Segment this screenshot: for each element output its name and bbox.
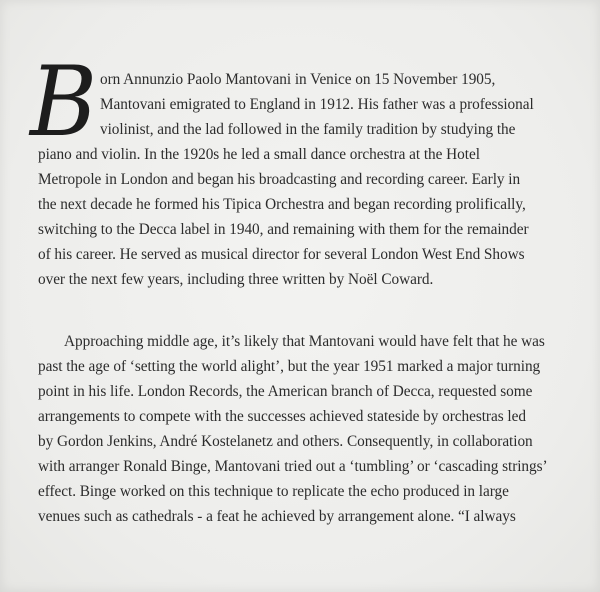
paragraph-1-line: violinist, and the lad followed in the family tradition by studying the [100, 121, 516, 138]
paragraph-1-line: switching to the Decca label in 1940, and remaining with them for the remainder [38, 221, 529, 238]
paragraph-2-line: point in his life. London Records, the American branch of Decca, requested some [38, 383, 533, 400]
paragraph-1-line: orn Annunzio Paolo Mantovani in Venice on 15 November 1905, [100, 71, 496, 88]
paragraph-2-line: venues such as cathedrals - a feat he achieved by arrangement alone. “I always [38, 508, 516, 525]
drop-cap-letter: B [30, 46, 98, 158]
paragraph-1-line: over the next few years, including three written by Noël Coward. [38, 271, 434, 288]
paragraph-2-line: past the age of ‘setting the world alight’, but the year 1951 marked a major turning [38, 358, 541, 375]
paragraph-2-line: arrangements to compete with the successes achieved stateside by orchestras led [38, 408, 526, 425]
paragraph-1-line: the next decade he formed his Tipica Orchestra and began recording prolifically, [38, 196, 526, 213]
paragraph-1-line: Metropole in London and began his broadcasting and recording career. Early in [38, 171, 521, 188]
paragraph-1-line: of his career. He served as musical director for several London West End Shows [38, 246, 525, 263]
paragraph-2-line: by Gordon Jenkins, André Kostelanetz and others. Consequently, in collaboration [38, 433, 533, 450]
paragraph-2-line: Approaching middle age, it’s likely that Mantovani would have felt that he was [64, 333, 545, 350]
paragraph-1-line: Mantovani emigrated to England in 1912. His father was a professional [100, 96, 534, 113]
paragraph-2-line: effect. Binge worked on this technique to replicate the echo produced in large [38, 483, 509, 500]
paragraph-2-line: with arranger Ronald Binge, Mantovani tried out a ‘tumbling’ or ‘cascading strings’ [38, 458, 548, 475]
paragraph-1-line: piano and violin. In the 1920s he led a small dance orchestra at the Hotel [38, 146, 480, 163]
